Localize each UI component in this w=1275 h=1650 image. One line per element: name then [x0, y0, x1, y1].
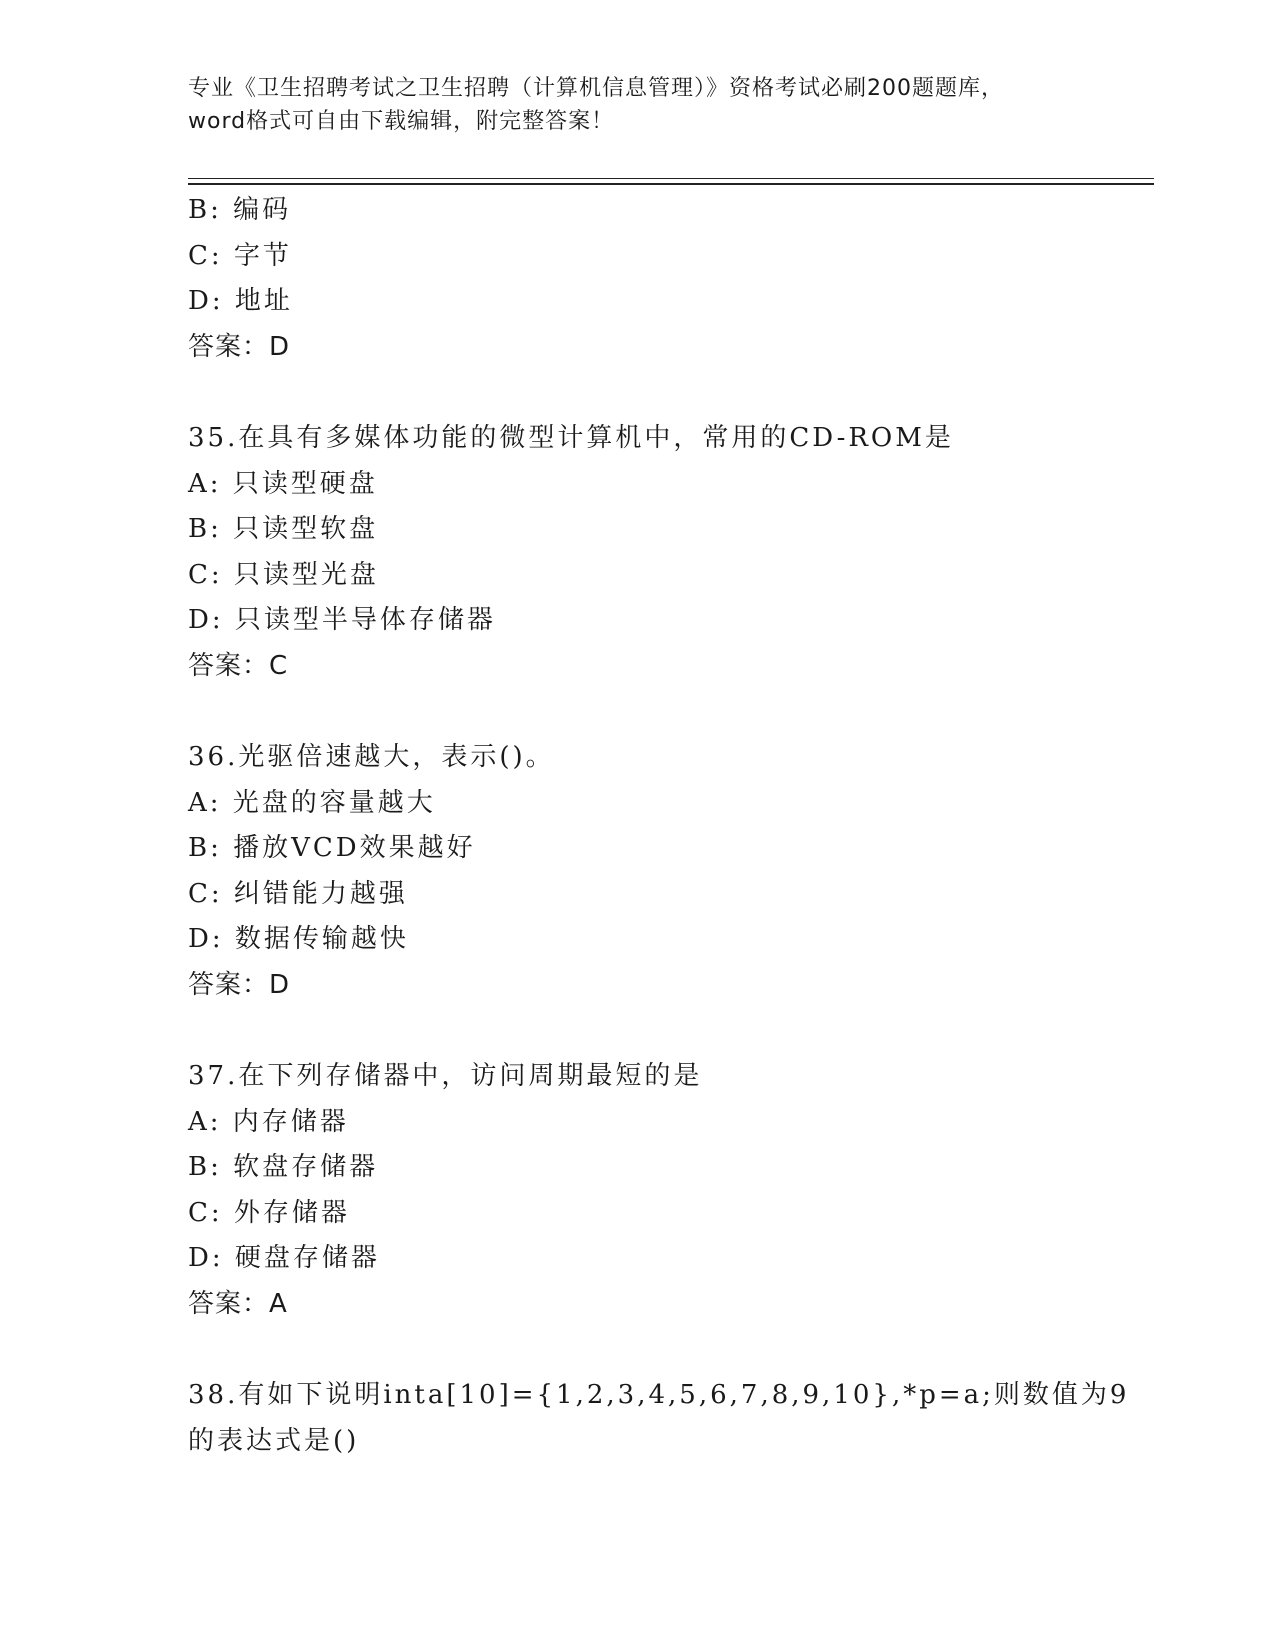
- header-line-1: 专业《卫生招聘考试之卫生招聘（计算机信息管理）》资格考试必刷200题题库，: [188, 76, 1004, 101]
- question-stem: 36.光驱倍速越大，表示()。: [188, 742, 555, 772]
- option-d: D: 地址: [188, 286, 293, 316]
- question-stem: 37.在下列存储器中，访问周期最短的是: [188, 1061, 703, 1091]
- option-b: B: 编码: [188, 195, 292, 225]
- option-a: A: 只读型硬盘: [188, 468, 378, 499]
- document-header: [188, 72, 1088, 138]
- option-b: B: 播放VCD效果越好: [188, 833, 476, 863]
- spacer: [188, 1327, 1088, 1373]
- question-38: [188, 1373, 1130, 1464]
- question-stem-line-2: 的表达式是(): [188, 1425, 360, 1456]
- question-stem: 35.在具有多媒体功能的微型计算机中，常用的CD-ROM是: [188, 423, 954, 453]
- option-d: D: 硬盘存储器: [188, 1243, 380, 1273]
- header-line-2: word格式可自由下载编辑，附完整答案！: [188, 109, 615, 134]
- option-c: C: 纠错能力越强: [188, 878, 408, 909]
- answer: 答案：D: [188, 969, 291, 1000]
- spacer: [188, 1008, 1088, 1054]
- option-d: D: 数据传输越快: [188, 924, 409, 954]
- answer: 答案：D: [188, 331, 291, 362]
- option-a: A: 内存储器: [188, 1106, 349, 1137]
- option-d: D: 只读型半导体存储器: [188, 605, 496, 635]
- option-b: B: 只读型软盘: [188, 514, 379, 544]
- header-divider-thick: [188, 183, 1154, 185]
- option-c: C: 只读型光盘: [188, 559, 379, 590]
- option-c: C: 字节: [188, 240, 292, 271]
- option-a: A: 光盘的容量越大: [188, 787, 436, 818]
- header-divider-thin: [188, 178, 1154, 179]
- answer: 答案：A: [188, 1288, 288, 1319]
- option-b: B: 软盘存储器: [188, 1152, 379, 1182]
- spacer: [188, 689, 1088, 735]
- answer: 答案：C: [188, 650, 289, 681]
- spacer: [188, 370, 1088, 416]
- question-36: [188, 735, 1088, 1008]
- question-35: [188, 416, 1088, 689]
- question-34-tail: [188, 188, 1088, 370]
- question-stem-line-1: 38.有如下说明inta[10]={1,2,3,4,5,6,7,8,9,10},*p=a;则数值为9: [188, 1380, 1130, 1410]
- question-list: [188, 188, 1130, 1464]
- question-37: [188, 1054, 1088, 1327]
- option-c: C: 外存储器: [188, 1197, 350, 1228]
